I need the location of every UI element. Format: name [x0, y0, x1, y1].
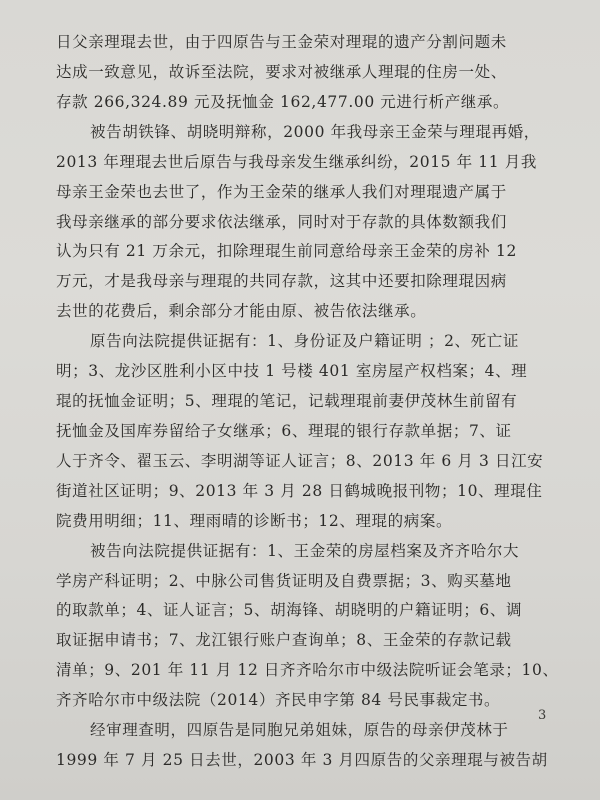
text-line: 齐齐哈尔市中级法院（2014）齐民申字第 84 号民事裁定书。	[56, 691, 501, 710]
text-line: 明；3、龙沙区胜利小区中技 1 号楼 401 室房屋产权档案；4、理	[56, 362, 528, 381]
text-line: 学房产科证明；2、中脉公司售货证明及自费票据；3、购买墓地	[56, 571, 512, 590]
text-line: 万元，才是我母亲与理琨的共同存款，这其中还要扣除理琨因病	[56, 272, 507, 291]
text-line: 抚恤金及国库券留给子女继承；6、理琨的银行存款单据；7、证	[56, 421, 512, 440]
text-line: 取证据申请书；7、龙江银行账户查询单；8、王金荣的存款记载	[56, 631, 512, 650]
text-line: 去世的花费后，剩余部分才能由原、被告依法继承。	[56, 302, 427, 321]
text-line: 被告胡铁锋、胡晓明辩称，2000 年我母亲王金荣与理琨再婚，	[90, 122, 540, 141]
text-line: 原告向法院提供证据有：1、身份证及户籍证明 ；2、死亡证	[90, 332, 519, 351]
text-line: 清单；9、201 年 11 月 12 日齐齐哈尔市中级法院听证会笔录；10、	[56, 661, 559, 680]
text-line: 母亲王金荣也去世了，作为王金荣的继承人我们对理琨遗产属于	[56, 182, 507, 201]
text-line: 日父亲理琨去世，由于四原告与王金荣对理琨的遗产分割问题未	[56, 33, 507, 51]
text-line: 琨的抚恤金证明；5、理琨的笔记，记载理琨前妻伊茂林生前留有	[56, 392, 518, 411]
text-line: 认为只有 21 万余元，扣除理琨生前同意给母亲王金荣的房补 12	[56, 242, 517, 261]
text-line: 院费用明细；11、理雨晴的诊断书；12、理琨的病案。	[56, 511, 453, 530]
page-number: 3	[538, 708, 547, 723]
text-line: 存款 266,324.89 元及抚恤金 162,477.00 元进行析产继承。	[56, 92, 510, 111]
text-line: 人于齐令、翟玉云、李明湖等证人证言；8、2013 年 6 月 3 日江安	[56, 451, 544, 470]
text-line: 1999 年 7 月 25 日去世，2003 年 3 月四原告的父亲理琨与被告胡	[56, 751, 548, 770]
text-line: 经审理查明，四原告是同胞兄弟姐妹，原告的母亲伊茂林于	[90, 721, 509, 740]
text-line: 被告向法院提供证据有：1、王金荣的房屋档案及齐齐哈尔大	[90, 541, 520, 560]
text-line: 我母亲继承的部分要求依法继承，同时对于存款的具体数额我们	[56, 212, 507, 231]
text-line: 的取款单；4、证人证言；5、胡海锋、胡晓明的户籍证明；6、调	[56, 601, 523, 620]
text-line: 2013 年理琨去世后原告与我母亲发生继承纠纷，2015 年 11 月我	[56, 152, 537, 171]
text-line: 达成一致意见，故诉至法院，要求对被继承人理琨的住房一处、	[56, 62, 507, 81]
text-line: 街道社区证明；9、2013 年 3 月 28 日鹤城晚报刊物；10、理琨住	[56, 481, 543, 500]
